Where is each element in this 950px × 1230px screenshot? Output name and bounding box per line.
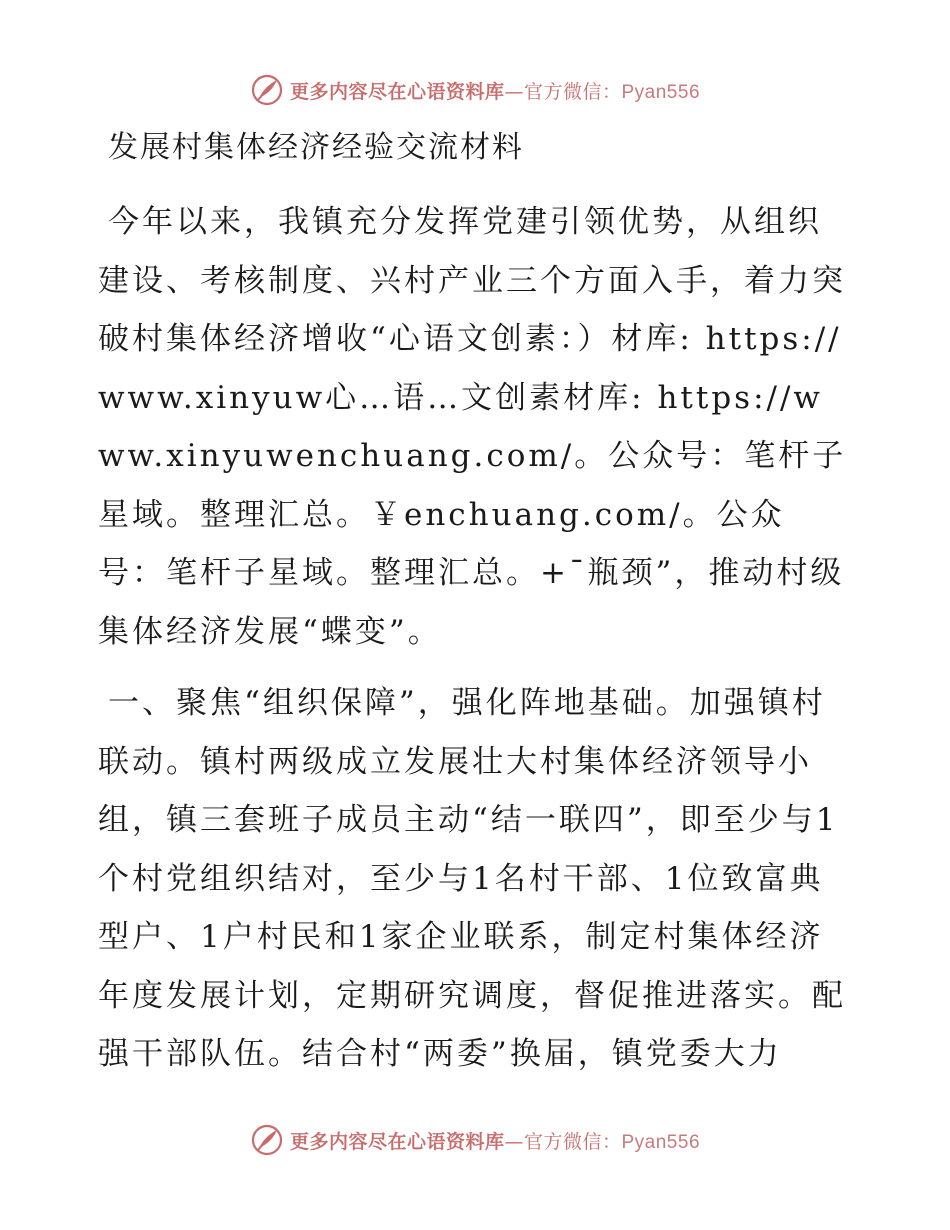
quill-logo-icon (250, 73, 284, 107)
quill-logo-icon (250, 1123, 284, 1157)
watermark-wechat-id: Pyan556 (621, 81, 701, 103)
watermark-site-text: 更多内容尽在心语资料库 (289, 1130, 505, 1153)
paragraph-intro: 今年以来，我镇充分发挥党建引领优势，从组织建设、考核制度、兴村产业三个方面入手，着力突破村集体经济增收“心语文创素：）材库: https://www.xinyuw心…语…文创素材库: https://www.xinyuwenchuang.com/。公众号：笔杆子星域。整理汇总。￥enchuang.com/。公众号：笔杆子星域。整理汇总。+¯瓶颈”，推动村级集体经济发展“蝶变”。 (98, 204, 847, 650)
watermark-dash: — (504, 80, 524, 103)
paragraph-section-one: 一、聚焦“组织保障”，强化阵地基础。加强镇村联动。镇村两级成立发展壮大村集体经济领导小组，镇三套班子成员主动“结一联四”，即至少与1个村党组织结对，至少与1名村干部、1位致富典型户、1户村民和1家企业联系，制定村集体经济年度发展计划，定期研究调度，督促推进落实。配强干部队伍。结合村“两委”换届，镇党委大力 (98, 685, 846, 1072)
header-watermark (0, 70, 950, 110)
watermark-wechat-id: Pyan556 (621, 1131, 701, 1153)
document-title: 发展村集体经济经验交流材料 (108, 130, 524, 165)
watermark-dash: — (504, 1130, 524, 1153)
watermark-wechat-label: 官方微信： (523, 1130, 622, 1153)
footer-watermark (0, 1120, 950, 1160)
watermark-text (290, 1127, 700, 1154)
watermark-wechat-label: 官方微信： (523, 80, 622, 103)
watermark-site-text: 更多内容尽在心语资料库 (289, 80, 505, 103)
watermark-text (290, 77, 700, 104)
